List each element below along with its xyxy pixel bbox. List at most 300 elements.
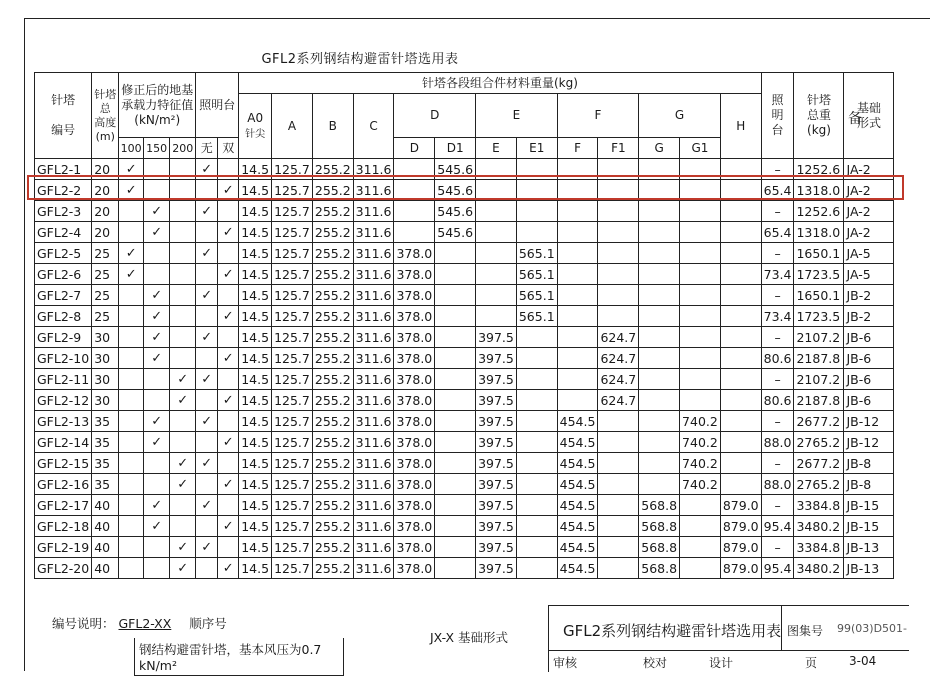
cell-lamp: – [761, 411, 794, 432]
cell-lamp: – [761, 201, 794, 222]
review-label: 审核 [553, 656, 578, 670]
table-row [35, 222, 894, 243]
cell-lamp: 80.6 [761, 390, 794, 411]
cell-weight-d: 378.0 [394, 285, 435, 306]
check-b150: ✓ [144, 327, 170, 348]
cell-foundation: JB-12 [844, 411, 894, 432]
header-light-none: 无 [196, 138, 218, 159]
cell-weight-a: 125.7 [272, 474, 313, 495]
cell-lamp: 88.0 [761, 432, 794, 453]
cell-weight-f1 [598, 222, 639, 243]
cell-weight-c: 311.6 [353, 516, 394, 537]
cell-weight-f1 [598, 243, 639, 264]
legend-desc: 钢结构避雷针塔，基本风压为0.7 kN/m² [134, 638, 344, 676]
cell-weight-a0: 14.5 [239, 348, 272, 369]
cell-weight-b: 255.2 [312, 222, 353, 243]
legend-seq: 顺序号 [189, 616, 227, 631]
cell-total: 1318.0 [794, 222, 844, 243]
cell-weight-a0: 14.5 [239, 159, 272, 180]
cell-id: GFL2-10 [35, 348, 92, 369]
cell-weight-d1 [435, 537, 476, 558]
cell-weight-h [720, 264, 761, 285]
cell-weight-e1 [516, 495, 557, 516]
cell-height: 40 [92, 537, 119, 558]
cell-weight-f [557, 327, 598, 348]
header-sub-f: F [557, 138, 598, 159]
cell-id: GFL2-5 [35, 243, 92, 264]
cell-weight-d: 378.0 [394, 432, 435, 453]
cell-weight-h [720, 348, 761, 369]
cell-weight-d: 378.0 [394, 411, 435, 432]
table-row [35, 537, 894, 558]
cell-weight-f [557, 243, 598, 264]
cell-total: 2107.2 [794, 369, 844, 390]
cell-weight-d1 [435, 558, 476, 579]
check-dbl [218, 411, 239, 432]
cell-weight-a: 125.7 [272, 369, 313, 390]
cell-weight-f1 [598, 516, 639, 537]
cell-weight-e1 [516, 432, 557, 453]
cell-weight-g [639, 348, 680, 369]
cell-weight-d1 [435, 411, 476, 432]
check-none: ✓ [196, 453, 218, 474]
cell-weight-h [720, 411, 761, 432]
cell-lamp: 73.4 [761, 306, 794, 327]
cell-foundation: JA-5 [844, 243, 894, 264]
table-row [35, 516, 894, 537]
cell-weight-e: 397.5 [476, 327, 517, 348]
cell-lamp: – [761, 159, 794, 180]
cell-weight-c: 311.6 [353, 222, 394, 243]
check-b200: ✓ [170, 390, 196, 411]
cell-weight-h [720, 474, 761, 495]
cell-weight-f1: 624.7 [598, 369, 639, 390]
cell-weight-e [476, 201, 517, 222]
cell-weight-b: 255.2 [312, 432, 353, 453]
check-dbl: ✓ [218, 222, 239, 243]
check-b100 [119, 201, 144, 222]
cell-foundation: JB-15 [844, 495, 894, 516]
cell-total: 2765.2 [794, 432, 844, 453]
header-lamp: 照 明 台 [761, 73, 794, 159]
table-row [35, 327, 894, 348]
cell-total: 1723.5 [794, 264, 844, 285]
cell-weight-b: 255.2 [312, 159, 353, 180]
check-b100 [119, 348, 144, 369]
check-b100 [119, 222, 144, 243]
cell-weight-d: 378.0 [394, 558, 435, 579]
check-none [196, 222, 218, 243]
cell-lamp: 95.4 [761, 516, 794, 537]
page-title: GFL2系列钢结构避雷针塔选用表 [261, 52, 459, 67]
cell-weight-b: 255.2 [312, 264, 353, 285]
check-b150 [144, 369, 170, 390]
cell-weight-f: 454.5 [557, 474, 598, 495]
cell-weight-a: 125.7 [272, 264, 313, 285]
check-dbl [218, 453, 239, 474]
check-none: ✓ [196, 285, 218, 306]
check-none [196, 516, 218, 537]
check-b150 [144, 474, 170, 495]
cell-weight-a0: 14.5 [239, 537, 272, 558]
cell-weight-b: 255.2 [312, 306, 353, 327]
cell-foundation: JB-6 [844, 327, 894, 348]
check-b150: ✓ [144, 201, 170, 222]
table-row [35, 474, 894, 495]
cell-id: GFL2-1 [35, 159, 92, 180]
cell-total: 3384.8 [794, 537, 844, 558]
cell-lamp: 73.4 [761, 264, 794, 285]
cell-weight-f [557, 348, 598, 369]
cell-weight-c: 311.6 [353, 285, 394, 306]
header-sub-g: G [639, 138, 680, 159]
table-row [35, 390, 894, 411]
cell-weight-e: 397.5 [476, 474, 517, 495]
cell-weight-a: 125.7 [272, 516, 313, 537]
check-b100 [119, 390, 144, 411]
cell-lamp: 65.4 [761, 222, 794, 243]
header-sub-f1: F1 [598, 138, 639, 159]
cell-weight-d: 378.0 [394, 327, 435, 348]
cell-weight-a: 125.7 [272, 432, 313, 453]
table-row [35, 243, 894, 264]
cell-foundation: JB-13 [844, 558, 894, 579]
cell-weight-b: 255.2 [312, 390, 353, 411]
check-b100: ✓ [119, 159, 144, 180]
cell-weight-g [639, 327, 680, 348]
cell-foundation: JA-2 [844, 159, 894, 180]
cell-lamp: 95.4 [761, 558, 794, 579]
cell-weight-c: 311.6 [353, 453, 394, 474]
cell-weight-e [476, 243, 517, 264]
cell-weight-f1 [598, 474, 639, 495]
cell-weight-f [557, 201, 598, 222]
check-none [196, 558, 218, 579]
cell-weight-h: 879.0 [720, 495, 761, 516]
cell-weight-b: 255.2 [312, 537, 353, 558]
table-row [35, 285, 894, 306]
header-sub-e: E [476, 138, 517, 159]
check-dbl: ✓ [218, 348, 239, 369]
table-row [35, 306, 894, 327]
cell-weight-e: 397.5 [476, 453, 517, 474]
cell-weight-d1 [435, 306, 476, 327]
cell-height: 25 [92, 285, 119, 306]
cell-weight-e1 [516, 516, 557, 537]
cell-total: 2187.8 [794, 390, 844, 411]
header-foundation: 基础 形式 [844, 73, 894, 159]
cell-weight-g [639, 264, 680, 285]
check-b100: ✓ [119, 264, 144, 285]
cell-weight-g1 [680, 243, 721, 264]
cell-id: GFL2-20 [35, 558, 92, 579]
check-b100: ✓ [119, 180, 144, 201]
header-note: 备 [848, 111, 862, 127]
cell-weight-a: 125.7 [272, 180, 313, 201]
cell-height: 20 [92, 159, 119, 180]
cell-weight-f: 454.5 [557, 453, 598, 474]
cell-weight-f: 454.5 [557, 558, 598, 579]
check-none [196, 474, 218, 495]
cell-weight-e1 [516, 327, 557, 348]
header-seg-f: F [557, 94, 639, 138]
header-seg-g: G [639, 94, 721, 138]
cell-weight-g1 [680, 306, 721, 327]
cell-weight-b: 255.2 [312, 285, 353, 306]
cell-id: GFL2-4 [35, 222, 92, 243]
check-b100: ✓ [119, 243, 144, 264]
cell-foundation: JB-6 [844, 369, 894, 390]
cell-foundation: JA-5 [844, 264, 894, 285]
header-bearing: 修正后的地基 承载力特征值 (kN/m²) [119, 73, 196, 138]
check-dbl [218, 369, 239, 390]
check-b150 [144, 243, 170, 264]
cell-weight-h [720, 453, 761, 474]
cell-weight-g1: 740.2 [680, 474, 721, 495]
check-b100 [119, 285, 144, 306]
check-none [196, 390, 218, 411]
cell-weight-g1 [680, 201, 721, 222]
cell-weight-a: 125.7 [272, 327, 313, 348]
header-seg-b: B [312, 94, 353, 159]
cell-weight-f [557, 285, 598, 306]
check-b100 [119, 306, 144, 327]
check-b200 [170, 495, 196, 516]
cell-weight-g1 [680, 390, 721, 411]
check-none: ✓ [196, 201, 218, 222]
cell-weight-g1 [680, 369, 721, 390]
cell-weight-e: 397.5 [476, 537, 517, 558]
check-b100 [119, 495, 144, 516]
check-dbl [218, 537, 239, 558]
cell-foundation: JB-12 [844, 432, 894, 453]
title-block [548, 605, 909, 672]
cell-weight-g [639, 474, 680, 495]
check-dbl: ✓ [218, 474, 239, 495]
cell-weight-f: 454.5 [557, 411, 598, 432]
cell-weight-d: 378.0 [394, 306, 435, 327]
cell-weight-a: 125.7 [272, 159, 313, 180]
check-b100 [119, 537, 144, 558]
check-dbl [218, 285, 239, 306]
header-sub-g1: G1 [680, 138, 721, 159]
header-seg-a: A [272, 94, 313, 159]
cell-height: 30 [92, 390, 119, 411]
cell-total: 2677.2 [794, 411, 844, 432]
cell-weight-h [720, 390, 761, 411]
check-b150: ✓ [144, 432, 170, 453]
cell-foundation: JB-2 [844, 306, 894, 327]
header-light: 照明台 [196, 73, 239, 138]
check-dbl [218, 243, 239, 264]
cell-foundation: JA-2 [844, 201, 894, 222]
cell-weight-a0: 14.5 [239, 495, 272, 516]
cell-weight-b: 255.2 [312, 516, 353, 537]
cell-height: 40 [92, 516, 119, 537]
cell-foundation: JA-2 [844, 222, 894, 243]
check-b150: ✓ [144, 222, 170, 243]
check-b100 [119, 369, 144, 390]
signature-row [549, 650, 909, 673]
table-row [35, 411, 894, 432]
cell-total: 2107.2 [794, 327, 844, 348]
header-seg-c: C [353, 94, 394, 159]
header-weight-group: 针塔各段组合件材料重量(kg) [239, 73, 761, 94]
cell-id: GFL2-2 [35, 180, 92, 201]
cell-weight-d [394, 201, 435, 222]
cell-weight-d1: 545.6 [435, 159, 476, 180]
cell-weight-f: 454.5 [557, 516, 598, 537]
cell-weight-e1 [516, 474, 557, 495]
cell-lamp: – [761, 453, 794, 474]
check-dbl: ✓ [218, 180, 239, 201]
cell-weight-f1 [598, 201, 639, 222]
cell-weight-b: 255.2 [312, 180, 353, 201]
cell-total: 3480.2 [794, 516, 844, 537]
cell-weight-g1 [680, 495, 721, 516]
cell-weight-d: 378.0 [394, 390, 435, 411]
cell-weight-c: 311.6 [353, 327, 394, 348]
cell-weight-f [557, 306, 598, 327]
cell-height: 30 [92, 369, 119, 390]
cell-weight-d: 378.0 [394, 348, 435, 369]
cell-weight-f: 454.5 [557, 432, 598, 453]
cell-weight-d1 [435, 516, 476, 537]
cell-weight-b: 255.2 [312, 327, 353, 348]
cell-foundation: JB-6 [844, 348, 894, 369]
cell-weight-h [720, 285, 761, 306]
cell-foundation: JB-6 [844, 390, 894, 411]
header-sub-d: D [394, 138, 435, 159]
cell-weight-c: 311.6 [353, 537, 394, 558]
cell-weight-g1 [680, 285, 721, 306]
cell-lamp: – [761, 285, 794, 306]
cell-weight-a: 125.7 [272, 453, 313, 474]
cell-weight-g [639, 201, 680, 222]
cell-total: 2677.2 [794, 453, 844, 474]
check-none: ✓ [196, 411, 218, 432]
cell-total: 2187.8 [794, 348, 844, 369]
check-b200 [170, 348, 196, 369]
cell-foundation: JB-8 [844, 453, 894, 474]
cell-weight-d1 [435, 474, 476, 495]
cell-weight-c: 311.6 [353, 369, 394, 390]
cell-weight-c: 311.6 [353, 411, 394, 432]
check-b100 [119, 558, 144, 579]
check-b150: ✓ [144, 495, 170, 516]
cell-weight-g [639, 390, 680, 411]
check-dbl [218, 327, 239, 348]
check-b200 [170, 306, 196, 327]
cell-weight-c: 311.6 [353, 159, 394, 180]
check-dbl: ✓ [218, 432, 239, 453]
check-dbl: ✓ [218, 516, 239, 537]
cell-weight-g1 [680, 327, 721, 348]
cell-lamp: – [761, 369, 794, 390]
cell-weight-a0: 14.5 [239, 474, 272, 495]
cell-foundation: JB-2 [844, 285, 894, 306]
cell-weight-f1: 624.7 [598, 348, 639, 369]
cell-id: GFL2-3 [35, 201, 92, 222]
header-seg-a0: A0 针尖 [239, 94, 272, 159]
cell-foundation: JB-8 [844, 474, 894, 495]
cell-lamp: 88.0 [761, 474, 794, 495]
check-none: ✓ [196, 495, 218, 516]
cell-weight-h [720, 327, 761, 348]
cell-height: 35 [92, 411, 119, 432]
cell-weight-f1 [598, 495, 639, 516]
cell-foundation: JA-2 [844, 180, 894, 201]
cell-weight-a0: 14.5 [239, 558, 272, 579]
cell-weight-d1 [435, 264, 476, 285]
cell-weight-a: 125.7 [272, 222, 313, 243]
cell-weight-d1: 545.6 [435, 180, 476, 201]
cell-id: GFL2-13 [35, 411, 92, 432]
header-bearing-100: 100 [119, 138, 144, 159]
cell-weight-b: 255.2 [312, 411, 353, 432]
check-b100 [119, 432, 144, 453]
check-none [196, 264, 218, 285]
header-sub-e1: E1 [516, 138, 557, 159]
cell-total: 1252.6 [794, 159, 844, 180]
check-none [196, 306, 218, 327]
title-block-name: GFL2系列钢结构避雷针塔选用表 [563, 622, 782, 640]
cell-height: 25 [92, 243, 119, 264]
cell-weight-a: 125.7 [272, 201, 313, 222]
cell-weight-f1 [598, 285, 639, 306]
cell-total: 1318.0 [794, 180, 844, 201]
cell-id: GFL2-17 [35, 495, 92, 516]
table-row [35, 348, 894, 369]
cell-weight-a0: 14.5 [239, 453, 272, 474]
numbering-legend [52, 614, 322, 673]
cell-foundation: JB-15 [844, 516, 894, 537]
cell-weight-e: 397.5 [476, 558, 517, 579]
cell-weight-c: 311.6 [353, 180, 394, 201]
cell-weight-g [639, 369, 680, 390]
cell-weight-g1 [680, 222, 721, 243]
cell-total: 1650.1 [794, 243, 844, 264]
cell-weight-d: 378.0 [394, 243, 435, 264]
cell-id: GFL2-15 [35, 453, 92, 474]
cell-weight-e1: 565.1 [516, 264, 557, 285]
cell-weight-c: 311.6 [353, 390, 394, 411]
cell-weight-g: 568.8 [639, 516, 680, 537]
cell-weight-g [639, 453, 680, 474]
cell-height: 20 [92, 222, 119, 243]
check-b200 [170, 222, 196, 243]
cell-weight-g1 [680, 537, 721, 558]
cell-weight-c: 311.6 [353, 348, 394, 369]
cell-weight-a0: 14.5 [239, 432, 272, 453]
check-none [196, 348, 218, 369]
cell-weight-h: 879.0 [720, 537, 761, 558]
header-sub-d1: D1 [435, 138, 476, 159]
table-row [35, 453, 894, 474]
cell-weight-e: 397.5 [476, 411, 517, 432]
cell-weight-f1 [598, 306, 639, 327]
cell-weight-g1: 740.2 [680, 432, 721, 453]
cell-weight-f1: 624.7 [598, 390, 639, 411]
check-b200 [170, 432, 196, 453]
header-bearing-200: 200 [170, 138, 196, 159]
cell-weight-g [639, 411, 680, 432]
check-none: ✓ [196, 243, 218, 264]
cell-weight-d: 378.0 [394, 537, 435, 558]
check-dbl: ✓ [218, 390, 239, 411]
cell-weight-e [476, 222, 517, 243]
cell-weight-g [639, 243, 680, 264]
